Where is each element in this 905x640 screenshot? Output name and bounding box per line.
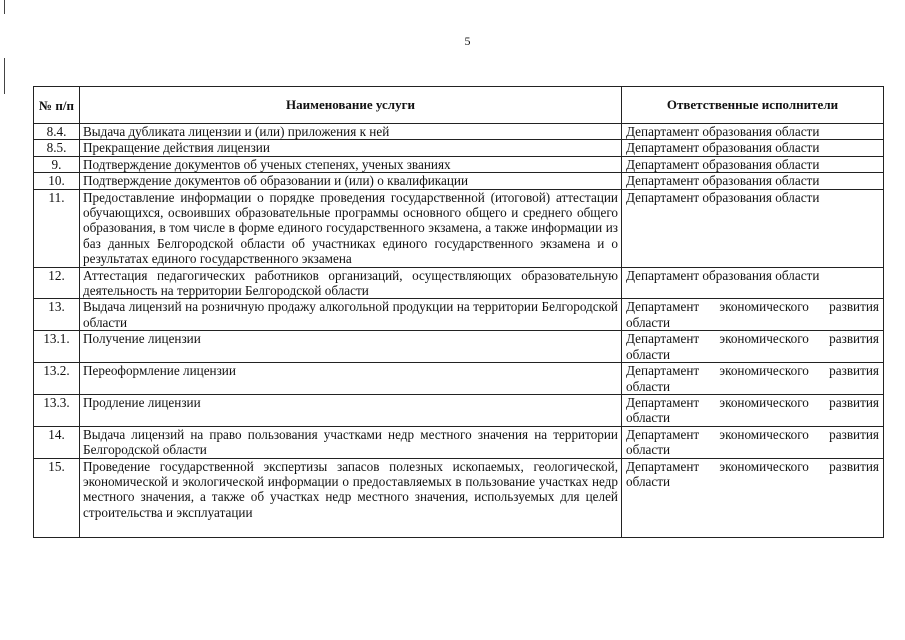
service-name: Получение лицензии <box>80 331 622 363</box>
service-name: Выдача лицензий на розничную продажу алкогольной продукции на территории Белгородской области <box>80 299 622 331</box>
header-number: № п/п <box>34 87 80 124</box>
row-number: 13. <box>34 299 80 331</box>
table-row <box>34 363 884 395</box>
row-number: 14. <box>34 426 80 458</box>
table-row <box>34 426 884 458</box>
table-row <box>34 173 884 189</box>
header-service-name: Наименование услуги <box>80 87 622 124</box>
responsible-department: Департамент образования области <box>622 189 884 267</box>
responsible-department: Департамент экономического развития области <box>622 331 884 363</box>
table-row <box>34 267 884 299</box>
row-number: 15. <box>34 458 80 537</box>
responsible-department: Департамент экономического развития области <box>622 458 884 537</box>
table-row <box>34 140 884 156</box>
service-name: Проведение государственной экспертизы запасов полезных ископаемых, геологической, экономической и экологической информации о предоставляемых в пользование участках недр местного значения, а также об участках недр местного значения, используемых для целей строительства и эксплуатации <box>83 458 618 520</box>
row-number: 13.3. <box>34 394 80 426</box>
row-number: 13.1. <box>34 331 80 363</box>
service-name: Продление лицензии <box>80 394 622 426</box>
services-table <box>33 86 884 538</box>
table-row <box>34 156 884 172</box>
table-row <box>34 394 884 426</box>
responsible-department: Департамент образования области <box>622 173 884 189</box>
margin-mark <box>4 58 5 94</box>
responsible-department: Департамент экономического развития области <box>622 394 884 426</box>
row-number: 12. <box>34 267 80 299</box>
responsible-department: Департамент образования области <box>622 140 884 156</box>
page-number: 5 <box>464 34 471 48</box>
row-number: 10. <box>34 173 80 189</box>
table-row <box>34 124 884 140</box>
row-number: 9. <box>34 156 80 172</box>
margin-mark <box>4 0 5 14</box>
responsible-department: Департамент экономического развития области <box>622 426 884 458</box>
responsible-department: Департамент экономического развития области <box>622 299 884 331</box>
table-row <box>34 331 884 363</box>
service-name: Переоформление лицензии <box>80 363 622 395</box>
table-row <box>34 189 884 267</box>
table-row <box>34 458 884 537</box>
table-row <box>34 299 884 331</box>
responsible-department: Департамент образования области <box>622 267 884 299</box>
row-number: 11. <box>34 189 80 267</box>
service-name: Выдача дубликата лицензии и (или) приложения к ней <box>80 124 622 140</box>
service-name: Выдача лицензий на право пользования участками недр местного значения на территории Белгородской области <box>80 426 622 458</box>
service-name: Прекращение действия лицензии <box>80 140 622 156</box>
responsible-department: Департамент экономического развития области <box>622 363 884 395</box>
service-name: Подтверждение документов об образовании и (или) о квалификации <box>80 173 622 189</box>
row-number: 8.5. <box>34 140 80 156</box>
header-responsible: Ответственные исполнители <box>622 87 884 124</box>
service-name: Аттестация педагогических работников организаций, осуществляющих образовательную деятельность на территории Белгородской области <box>80 267 622 299</box>
service-name: Предоставление информации о порядке проведения государственной (итоговой) аттестации обучающихся, освоивших образовательные программы основного общего и среднего общего образования, в том числе в форме единого государственного экзамена, а также информации из баз данных Белгородской области об участниках единого государственного экзамена и о результатах единого государственного экзамена <box>80 189 622 267</box>
responsible-department: Департамент образования области <box>622 156 884 172</box>
row-number: 8.4. <box>34 124 80 140</box>
responsible-department: Департамент образования области <box>622 124 884 140</box>
table-header-row <box>34 87 884 124</box>
row-number: 13.2. <box>34 363 80 395</box>
service-name: Подтверждение документов об ученых степенях, ученых званиях <box>80 156 622 172</box>
